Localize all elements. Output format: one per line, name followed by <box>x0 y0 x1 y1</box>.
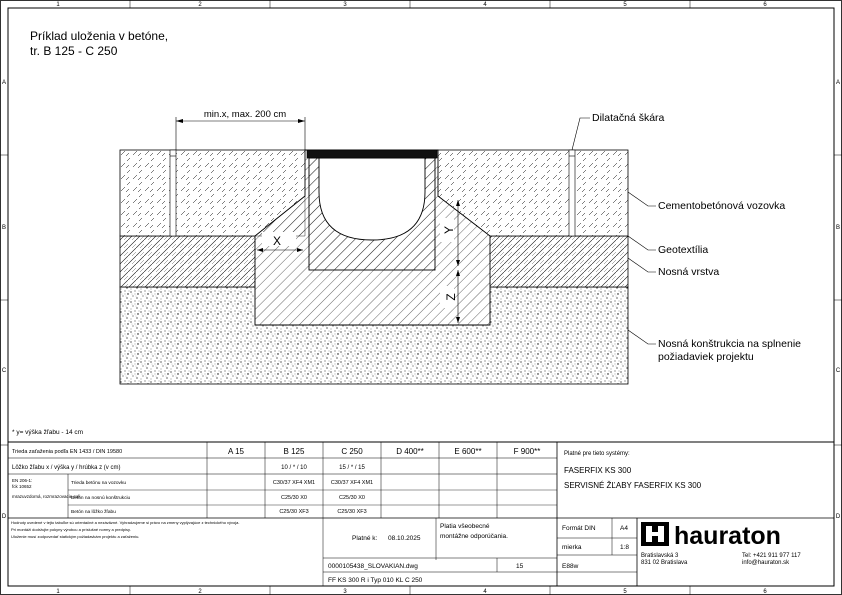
sub-row-value-c: C30/37 XF4 XM1 <box>330 480 374 486</box>
sub-row-value-c: C25/30 XF3 <box>337 509 367 515</box>
address-line1: Bratislavská 3 <box>641 553 679 559</box>
drawing-name: FF KS 300 R i Typ 010 KL C 250 <box>328 577 423 584</box>
frame-row-label: D <box>835 514 841 520</box>
frame-col-label: 4 <box>483 589 487 595</box>
dimension-label: min.x, max. 200 cm <box>203 109 287 120</box>
sub-row-label: Betón na lôžko žľabu <box>71 510 116 515</box>
xyz-value-b: 10 / * / 10 <box>281 465 307 471</box>
frame-row-label: C <box>835 368 841 374</box>
phone: Tel: +421 911 977 117 <box>742 553 801 559</box>
footnote: * y= výška žľabu - 14 cm <box>12 429 84 436</box>
address-line2: 831 02 Bratislava <box>641 560 688 566</box>
side-label: EN 206-1: <box>12 478 33 483</box>
callout-support-line1: Nosná konštrukcia na splnenie <box>658 338 802 350</box>
frame-row-label: D <box>1 514 7 520</box>
frame-col-label: 1 <box>56 2 60 8</box>
frame-col-label: 4 <box>483 2 487 8</box>
valid-from-date: 08.10.2025 <box>388 535 421 542</box>
frame-col-label: 5 <box>623 2 627 8</box>
drawing-title-line1: Príklad uloženia v betóne, <box>30 29 169 43</box>
cross-section <box>120 150 628 384</box>
side-label: mrazuvzdorná, rozmrazovacie soli <box>12 494 81 499</box>
xyz-value-c: 15 / * / 15 <box>339 465 365 471</box>
channel-profile <box>319 158 425 240</box>
label-z: Z <box>444 293 458 301</box>
sheet-number: 15 <box>516 563 524 570</box>
format-value: A4 <box>620 525 628 532</box>
validity-note-line1: Platia všeobecné <box>440 523 490 530</box>
load-class-a15: A 15 <box>227 447 245 456</box>
load-class-f900: F 900** <box>513 447 541 456</box>
expansion-joint-left <box>170 150 176 236</box>
frame-col-label: 2 <box>198 589 202 595</box>
load-class-b125: B 125 <box>283 447 305 456</box>
drawing-file: 0000105438_SLOVAKIAN.dwg <box>328 563 418 570</box>
sub-row-value-b: C30/37 XF4 XM1 <box>272 480 316 486</box>
note-line: Pri montáži dodržujte pokyny výrobcu a príslušné normy a predpisy. <box>11 527 131 532</box>
frame-col-label: 3 <box>343 2 347 8</box>
load-class-c250: C 250 <box>341 447 363 456</box>
frame-col-label: 5 <box>623 589 627 595</box>
email: info@hauraton.sk <box>742 560 790 566</box>
scale-value: 1:8 <box>620 544 630 551</box>
label-y: Y <box>442 225 456 235</box>
xyz-label: Lôžko žľabu x / výška y / hrúbka z (v cm) <box>12 465 121 471</box>
sub-row-value-b: C25/30 X0 <box>281 495 307 501</box>
frame-col-label: 2 <box>198 2 202 8</box>
validity-note-line2: montážne odporúčania. <box>440 533 508 540</box>
note-line: Hodnoty uvedené v tejto tabuľke sú orientačné a nezáväzné. Vyhradzujeme si právo na zmeny vyplývajúce z technického vývoja. <box>11 520 240 525</box>
callout-expansion-joint: Dilatačná škára <box>592 112 665 124</box>
frame-col-label: 6 <box>763 2 767 8</box>
note-line: Uloženie musí zodpovedať statickým požiadavkám projektu a zaťaženiu. <box>11 534 140 539</box>
frame-col-label: 3 <box>343 589 347 595</box>
frame-row-label: A <box>835 80 841 86</box>
valid-from-label: Platné k: <box>352 535 378 542</box>
load-class-d400: D 400** <box>396 447 424 456</box>
drawing-title-line2: tr. B 125 - C 250 <box>30 44 118 58</box>
frame-col-label: 6 <box>763 589 767 595</box>
sub-row-value-b: C25/30 XF3 <box>279 509 309 515</box>
grate <box>307 150 437 158</box>
sub-row-label: Trieda betónu na vozovku <box>71 481 127 486</box>
label-x: X <box>272 234 282 248</box>
callout-geotextile: Geotextília <box>658 244 709 256</box>
frame-row-label: B <box>1 225 7 231</box>
company-name: hauraton <box>674 522 781 550</box>
frame-row-label: B <box>835 225 841 231</box>
code: E88w <box>562 563 579 570</box>
spec-table <box>8 442 834 586</box>
valid-for-label: Platné pre tieto systémy: <box>564 451 630 457</box>
sub-row-label: Betón na nosnú konštrukciu <box>71 496 131 501</box>
frame-row-label: A <box>1 80 7 86</box>
frame-col-label: 1 <box>56 589 60 595</box>
expansion-joint-right <box>569 150 575 236</box>
dimension-width <box>176 109 305 150</box>
frame-row-label: C <box>1 368 7 374</box>
callout-base-layer: Nosná vrstva <box>658 266 720 278</box>
system-1: FASERFIX KS 300 <box>564 466 632 475</box>
hauraton-logo <box>641 522 781 550</box>
hauraton-logo-icon <box>641 522 669 546</box>
scale-label: mierka <box>562 544 582 551</box>
system-2: SERVISNÉ ŽĽABY FASERFIX KS 300 <box>564 481 702 490</box>
callout-support-line2: požiadaviek projektu <box>658 351 754 363</box>
table-header-label: Trieda zaťaženia podľa EN 1433 / DIN 19580 <box>12 449 123 455</box>
load-class-e600: E 600** <box>454 447 482 456</box>
format-label: Formát DIN <box>562 525 596 532</box>
callout-concrete-pavement: Cementobetónová vozovka <box>658 200 786 212</box>
side-label: fck 10652 <box>12 484 32 489</box>
sub-row-value-c: C25/30 X0 <box>339 495 365 501</box>
